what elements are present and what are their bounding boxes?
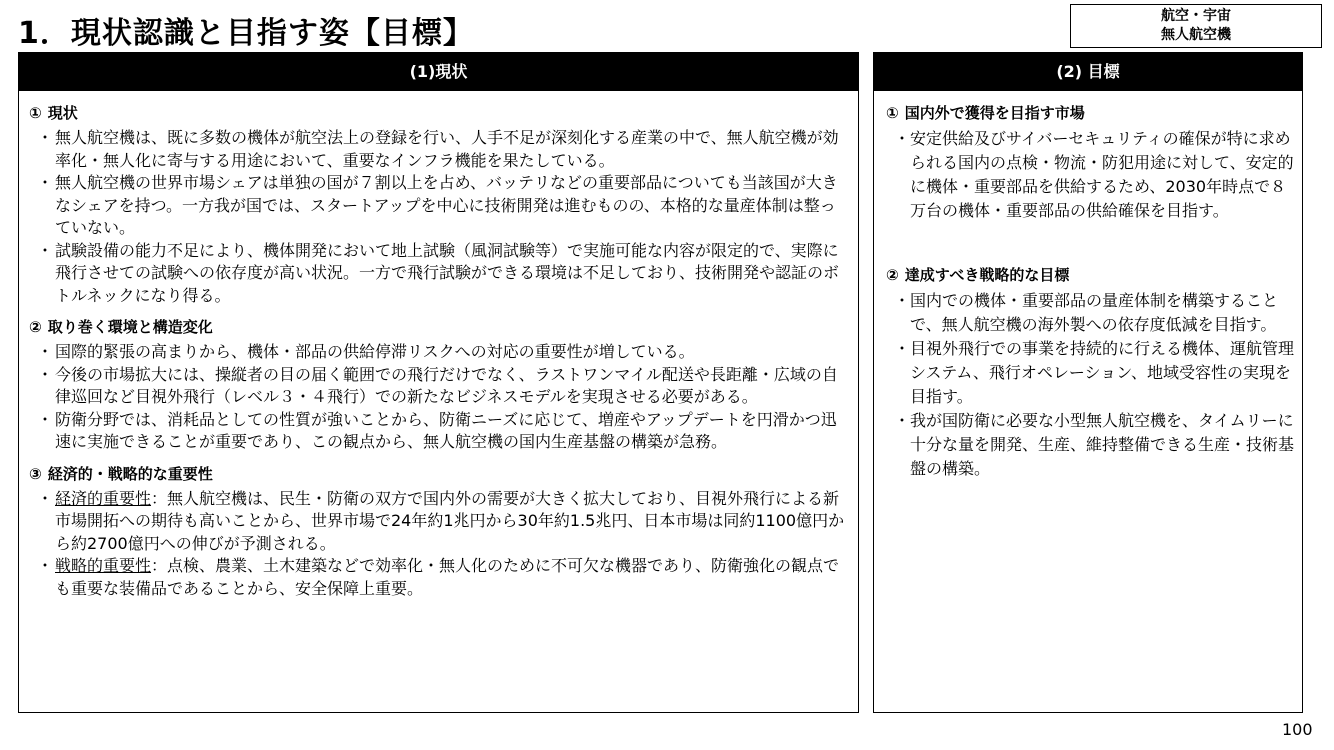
current-status-body <box>19 91 858 600</box>
category-tag <box>1070 4 1322 48</box>
list-item: ・ 国内での機体・重要部品の量産体制を構築することで、無人航空機の海外製への依存度低減を目指す。 <box>886 289 1294 337</box>
list-item: ・ 無人航空機の世界市場シェアは単独の国が７割以上を占め、バッテリなどの重要部品についても当該国が大きなシェアを持つ。一方我が国では、スタートアップを中心に技術開発は進むものの、本格的な量産体制は整っていない。 <box>29 172 848 240</box>
list-item: ・ 試験設備の能力不足により、機体開発において地上試験（風洞試験等）で実施可能な内容が限定的で、実際に飛行させての試験への依存度が高い状況。一方で飛行試験ができる環境は不足しており、技術開発や認証のボトルネックになり得る。 <box>29 240 848 308</box>
section-number: ② <box>29 318 42 336</box>
strategic-importance-label: 戦略的重要性 <box>55 556 152 575</box>
goal-panel <box>873 52 1303 713</box>
goal-header: (2) 目標 <box>874 53 1302 91</box>
economic-importance-text: ：無人航空機は、民生・防衛の双方で国内外の需要が大きく拡大しており、目視外飛行による新市場開拓への期待も高いことから、世界市場で24年約1兆円から30年約1.5兆円、日本市場は同約1100億円から約2700億円への伸びが予測される。 <box>55 488 845 553</box>
current-status-panel <box>18 52 859 713</box>
list-item: ・ 安定供給及びサイバーセキュリティの確保が特に求められる国内の点検・物流・防犯用途に対して、安定的に機体・重要部品を供給するため、2030年時点で８万台の機体・重要部品の供給確保を目指す。 <box>886 127 1294 223</box>
section-heading-importance <box>29 462 848 486</box>
section-number: ① <box>886 104 899 122</box>
section-heading-target-market <box>886 101 1294 125</box>
list-item: ・ 我が国防衛に必要な小型無人航空機を、タイムリーに十分な量を開発、生産、維持整備できる生産・技術基盤の構築。 <box>886 409 1294 481</box>
section-number: ② <box>886 266 899 284</box>
spacer <box>886 231 1294 257</box>
economic-importance-label: 経済的重要性 <box>55 488 152 508</box>
section-title: 現状 <box>47 104 78 122</box>
category-tag-line1: 航空・宇宙 <box>1161 8 1231 24</box>
section-heading-current <box>29 101 848 125</box>
list-item: ・ 防衛分野では、消耗品としての性質が強いことから、防衛ニーズに応じて、増産やアップデートを円滑かつ迅速に実施できることが重要であり、この観点から、無人航空機の国内生産基盤の構築が急務。 <box>29 409 848 454</box>
section-title: 経済的・戦略的な重要性 <box>47 464 213 483</box>
section-title: 達成すべき戦略的な目標 <box>904 266 1070 284</box>
section-title: 国内外で獲得を目指す市場 <box>904 104 1085 122</box>
section-number: ③ <box>29 464 42 483</box>
list-item <box>29 555 848 600</box>
bullet-list <box>886 127 1294 223</box>
bullet-list <box>29 127 848 307</box>
page-number: 100 <box>1282 720 1313 739</box>
section-heading-environment <box>29 315 848 339</box>
page-title: 1．現状認識と目指す姿【目標】 <box>18 16 474 51</box>
list-item <box>29 488 848 556</box>
list-item: ・ 無人航空機は、既に多数の機体が航空法上の登録を行い、人手不足が深刻化する産業の中で、無人航空機が効率化・無人化に寄与する用途において、重要なインフラ機能を果たしている。 <box>29 127 848 172</box>
list-item: ・ 国際的緊張の高まりから、機体・部品の供給停滞リスクへの対応の重要性が増している。 <box>29 341 848 364</box>
strategic-importance-text: ：点検、農業、土木建築などで効率化・無人化のために不可欠な機器であり、防衛強化の観点でも重要な装備品であることから、安全保障上重要。 <box>55 556 840 598</box>
current-status-header: (1)現状 <box>19 53 858 91</box>
goal-body <box>874 91 1302 481</box>
section-number: ① <box>29 104 42 122</box>
bullet-list <box>886 289 1294 481</box>
bullet-list <box>29 341 848 454</box>
section-title: 取り巻く環境と構造変化 <box>47 318 213 336</box>
bullet-list <box>29 488 848 601</box>
section-heading-strategic-goals <box>886 263 1294 287</box>
category-tag-line2: 無人航空機 <box>1161 27 1231 43</box>
list-item: ・ 目視外飛行での事業を持続的に行える機体、運航管理システム、飛行オペレーション、地域受容性の実現を目指す。 <box>886 337 1294 409</box>
list-item: ・ 今後の市場拡大には、操縦者の目の届く範囲での飛行だけでなく、ラストワンマイル配送や長距離・広域の自律巡回など目視外飛行（レベル３・４飛行）での新たなビジネスモデルを実現させる必要がある。 <box>29 364 848 409</box>
